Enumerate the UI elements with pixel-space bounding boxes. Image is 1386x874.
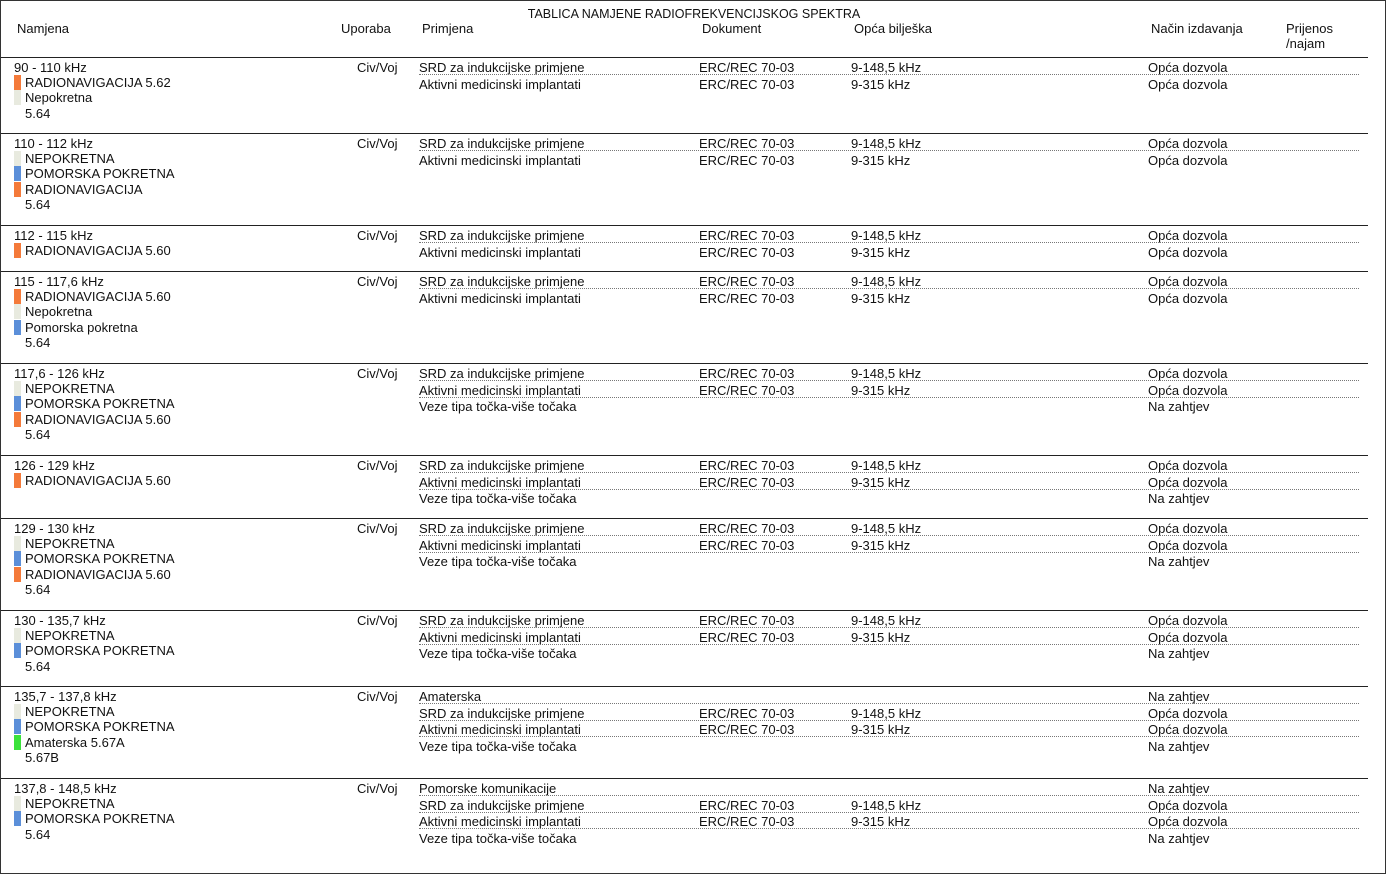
application-name: SRD za indukcijske primjene bbox=[419, 60, 585, 75]
application-document: ERC/REC 70-03 bbox=[699, 629, 795, 645]
header-uporaba: Uporaba bbox=[341, 21, 391, 36]
application-note: 9-315 kHz bbox=[851, 152, 911, 168]
frequency-range: 129 - 130 kHz bbox=[14, 521, 95, 536]
application-mode: Opća dozvola bbox=[1148, 814, 1228, 829]
application-document: ERC/REC 70-03 bbox=[699, 76, 795, 92]
application-name: Veze tipa točka-više točaka bbox=[419, 830, 577, 846]
allocation-label: 5.64 bbox=[25, 334, 51, 350]
application-document: ERC/REC 70-03 bbox=[699, 152, 795, 168]
application-document: ERC/REC 70-03 bbox=[699, 244, 795, 260]
header-prijenos-najam: Prijenos /najam bbox=[1286, 21, 1333, 51]
header-namjena: Namjena bbox=[17, 21, 70, 36]
application-mode: Na zahtjev bbox=[1148, 781, 1210, 796]
usage: Civ/Voj bbox=[357, 781, 398, 796]
application-mode: Na zahtjev bbox=[1148, 399, 1210, 414]
allocation-label: NEPOKRETNA bbox=[25, 151, 115, 166]
usage: Civ/Voj bbox=[357, 228, 398, 243]
allocation-label: 5.64 bbox=[25, 581, 51, 597]
application-row bbox=[1, 398, 1386, 414]
application-name: Veze tipa točka-više točaka bbox=[419, 399, 577, 414]
application-name: Aktivni medicinski implantati bbox=[419, 382, 581, 398]
application-row bbox=[1, 721, 1386, 737]
application-name: Aktivni medicinski implantati bbox=[419, 152, 581, 168]
service-color-swatch bbox=[14, 304, 21, 319]
allocation-label: RADIONAVIGACIJA 5.60 bbox=[25, 473, 171, 488]
application-note: 9-315 kHz bbox=[851, 722, 911, 737]
allocation-label: NEPOKRETNA bbox=[25, 704, 115, 719]
frequency-range: 90 - 110 kHz bbox=[14, 60, 87, 75]
application-name: SRD za indukcijske primjene bbox=[419, 366, 585, 381]
usage: Civ/Voj bbox=[357, 366, 398, 381]
allocation-label: RADIONAVIGACIJA 5.62 bbox=[25, 75, 171, 90]
application-note: 9-315 kHz bbox=[851, 76, 911, 92]
frequency-range: 135,7 - 137,8 kHz bbox=[14, 689, 117, 704]
application-note: 9-315 kHz bbox=[851, 244, 911, 260]
allocation-label: 5.64 bbox=[25, 426, 51, 442]
application-document: ERC/REC 70-03 bbox=[699, 136, 795, 151]
allocation-label: 5.64 bbox=[25, 658, 51, 674]
application-name: SRD za indukcijske primjene bbox=[419, 274, 585, 289]
allocation-label: POMORSKA POKRETNA bbox=[25, 643, 175, 659]
application-note: 9-148,5 kHz bbox=[851, 366, 922, 381]
application-note: 9-148,5 kHz bbox=[851, 797, 922, 813]
application-name: SRD za indukcijske primjene bbox=[419, 797, 585, 813]
application-mode: Opća dozvola bbox=[1148, 76, 1228, 92]
application-row bbox=[1, 382, 1386, 398]
application-mode: Opća dozvola bbox=[1148, 136, 1228, 151]
application-document: ERC/REC 70-03 bbox=[699, 366, 795, 381]
application-name: Pomorske komunikacije bbox=[419, 781, 557, 796]
row-separator bbox=[1, 57, 1368, 58]
application-document: ERC/REC 70-03 bbox=[699, 290, 795, 306]
service-color-swatch bbox=[14, 320, 21, 335]
application-name: Aktivni medicinski implantati bbox=[419, 814, 581, 829]
header-nacin-izdavanja: Način izdavanja bbox=[1151, 21, 1243, 36]
application-mode: Opća dozvola bbox=[1148, 705, 1228, 721]
row-separator bbox=[1, 455, 1368, 456]
frequency-range: 117,6 - 126 kHz bbox=[14, 366, 105, 381]
application-row bbox=[1, 797, 1386, 813]
application-row bbox=[1, 490, 1386, 506]
allocation-label: NEPOKRETNA bbox=[25, 536, 115, 551]
application-row bbox=[1, 705, 1386, 721]
application-row bbox=[1, 244, 1386, 260]
allocation-label: POMORSKA POKRETNA bbox=[25, 719, 175, 735]
application-note: 9-315 kHz bbox=[851, 537, 911, 553]
application-row bbox=[1, 59, 1386, 75]
service-color-swatch bbox=[14, 166, 21, 181]
application-mode: Na zahtjev bbox=[1148, 554, 1210, 569]
application-mode: Opća dozvola bbox=[1148, 366, 1228, 381]
application-name: SRD za indukcijske primjene bbox=[419, 136, 585, 151]
application-document: ERC/REC 70-03 bbox=[699, 814, 795, 829]
application-document: ERC/REC 70-03 bbox=[699, 382, 795, 398]
application-name: Aktivni medicinski implantati bbox=[419, 722, 581, 737]
application-mode: Na zahtjev bbox=[1148, 491, 1210, 506]
application-row bbox=[1, 830, 1386, 846]
usage: Civ/Voj bbox=[357, 458, 398, 473]
application-name: SRD za indukcijske primjene bbox=[419, 521, 585, 536]
application-name: Veze tipa točka-više točaka bbox=[419, 491, 577, 506]
allocation-label: 5.64 bbox=[25, 826, 51, 842]
service-color-swatch bbox=[14, 182, 21, 197]
application-mode: Opća dozvola bbox=[1148, 613, 1228, 628]
application-row bbox=[1, 457, 1386, 473]
application-row bbox=[1, 135, 1386, 151]
application-document: ERC/REC 70-03 bbox=[699, 521, 795, 536]
application-row bbox=[1, 780, 1386, 796]
allocation-label: Nepokretna bbox=[25, 90, 93, 106]
application-document: ERC/REC 70-03 bbox=[699, 705, 795, 721]
application-note: 9-148,5 kHz bbox=[851, 228, 922, 243]
frequency-range: 137,8 - 148,5 kHz bbox=[14, 781, 117, 796]
application-name: SRD za indukcijske primjene bbox=[419, 228, 585, 243]
application-document: ERC/REC 70-03 bbox=[699, 537, 795, 553]
application-mode: Na zahtjev bbox=[1148, 646, 1210, 661]
application-row bbox=[1, 645, 1386, 661]
application-name: SRD za indukcijske primjene bbox=[419, 458, 585, 473]
document-title: TABLICA NAMJENE RADIOFREKVENCIJSKOG SPEKTRA bbox=[527, 7, 861, 21]
usage: Civ/Voj bbox=[357, 60, 398, 75]
allocation-label: NEPOKRETNA bbox=[25, 628, 115, 643]
application-name: Veze tipa točka-više točaka bbox=[419, 646, 577, 661]
header-primjena: Primjena bbox=[422, 21, 474, 36]
allocation-label: Amaterska 5.67A bbox=[25, 734, 125, 750]
allocation-label: 5.64 bbox=[25, 105, 51, 121]
allocation-label: 5.64 bbox=[25, 196, 51, 212]
application-row bbox=[1, 537, 1386, 553]
usage: Civ/Voj bbox=[357, 613, 398, 628]
application-row bbox=[1, 290, 1386, 306]
application-row bbox=[1, 612, 1386, 628]
row-separator bbox=[1, 133, 1368, 134]
application-mode: Opća dozvola bbox=[1148, 474, 1228, 490]
application-document: ERC/REC 70-03 bbox=[699, 613, 795, 628]
application-document: ERC/REC 70-03 bbox=[699, 458, 795, 473]
application-row bbox=[1, 813, 1386, 829]
application-mode: Opća dozvola bbox=[1148, 458, 1228, 473]
header-opca-biljeska: Opća bilješka bbox=[854, 21, 933, 36]
allocation-label: POMORSKA POKRETNA bbox=[25, 166, 175, 182]
allocation-label: RADIONAVIGACIJA 5.60 bbox=[25, 566, 171, 582]
application-note: 9-315 kHz bbox=[851, 474, 911, 490]
frequency-range: 112 - 115 kHz bbox=[14, 228, 94, 243]
allocation-label: NEPOKRETNA bbox=[25, 796, 115, 811]
application-note: 9-315 kHz bbox=[851, 814, 911, 829]
application-mode: Na zahtjev bbox=[1148, 738, 1210, 754]
application-row bbox=[1, 365, 1386, 381]
application-row bbox=[1, 738, 1386, 754]
application-mode: Opća dozvola bbox=[1148, 382, 1228, 398]
application-name: Aktivni medicinski implantati bbox=[419, 537, 581, 553]
allocation-label: Pomorska pokretna bbox=[25, 319, 138, 335]
application-note: 9-315 kHz bbox=[851, 382, 911, 398]
frequency-range: 115 - 117,6 kHz bbox=[14, 274, 104, 289]
application-mode: Opća dozvola bbox=[1148, 521, 1228, 536]
application-document: ERC/REC 70-03 bbox=[699, 797, 795, 813]
allocation-label: RADIONAVIGACIJA bbox=[25, 181, 143, 197]
row-separator bbox=[1, 518, 1368, 519]
application-name: Aktivni medicinski implantati bbox=[419, 244, 581, 260]
allocation-label: 5.67B bbox=[25, 749, 59, 765]
allocation-label: Nepokretna bbox=[25, 304, 93, 320]
application-name: SRD za indukcijske primjene bbox=[419, 613, 585, 628]
application-mode: Opća dozvola bbox=[1148, 274, 1228, 289]
application-mode: Opća dozvola bbox=[1148, 722, 1228, 737]
allocation-label: RADIONAVIGACIJA 5.60 bbox=[25, 411, 171, 427]
application-name: Amaterska bbox=[419, 689, 482, 704]
allocation-label: POMORSKA POKRETNA bbox=[25, 811, 175, 827]
application-note: 9-148,5 kHz bbox=[851, 613, 922, 628]
application-name: Aktivni medicinski implantati bbox=[419, 290, 581, 306]
row-separator bbox=[1, 686, 1368, 687]
frequency-range: 130 - 135,7 kHz bbox=[14, 613, 106, 628]
application-note: 9-148,5 kHz bbox=[851, 705, 922, 721]
application-name: Aktivni medicinski implantati bbox=[419, 629, 581, 645]
allocation-label: NEPOKRETNA bbox=[25, 381, 115, 396]
row-separator bbox=[1, 778, 1368, 779]
application-row bbox=[1, 688, 1386, 704]
application-name: Veze tipa točka-više točaka bbox=[419, 554, 577, 569]
application-mode: Opća dozvola bbox=[1148, 537, 1228, 553]
application-document: ERC/REC 70-03 bbox=[699, 722, 795, 737]
application-name: SRD za indukcijske primjene bbox=[419, 705, 585, 721]
application-mode: Opća dozvola bbox=[1148, 244, 1228, 260]
row-separator bbox=[1, 610, 1368, 611]
application-note: 9-148,5 kHz bbox=[851, 274, 922, 289]
application-mode: Opća dozvola bbox=[1148, 60, 1228, 75]
row-separator bbox=[1, 225, 1368, 226]
application-row bbox=[1, 553, 1386, 569]
row-separator bbox=[1, 271, 1368, 272]
application-document: ERC/REC 70-03 bbox=[699, 474, 795, 490]
service-color-swatch bbox=[14, 90, 21, 105]
allocation-label: RADIONAVIGACIJA 5.60 bbox=[25, 243, 171, 258]
application-note: 9-148,5 kHz bbox=[851, 136, 922, 151]
usage: Civ/Voj bbox=[357, 689, 398, 704]
frequency-range: 126 - 129 kHz bbox=[14, 458, 95, 473]
usage: Civ/Voj bbox=[357, 136, 398, 151]
application-row bbox=[1, 76, 1386, 92]
application-name: Veze tipa točka-više točaka bbox=[419, 738, 577, 754]
allocation-label: POMORSKA POKRETNA bbox=[25, 396, 175, 412]
usage: Civ/Voj bbox=[357, 521, 398, 536]
application-row bbox=[1, 474, 1386, 490]
application-row bbox=[1, 227, 1386, 243]
application-row bbox=[1, 273, 1386, 289]
application-name: Aktivni medicinski implantati bbox=[419, 474, 581, 490]
usage: Civ/Voj bbox=[357, 274, 398, 289]
application-mode: Opća dozvola bbox=[1148, 290, 1228, 306]
application-mode: Opća dozvola bbox=[1148, 228, 1228, 243]
application-row bbox=[1, 629, 1386, 645]
row-separator bbox=[1, 363, 1368, 364]
application-mode: Na zahtjev bbox=[1148, 830, 1210, 846]
application-row bbox=[1, 520, 1386, 536]
application-row bbox=[1, 152, 1386, 168]
application-note: 9-148,5 kHz bbox=[851, 60, 922, 75]
application-note: 9-315 kHz bbox=[851, 629, 911, 645]
application-note: 9-315 kHz bbox=[851, 290, 911, 306]
frequency-range: 110 - 112 kHz bbox=[14, 136, 94, 151]
application-mode: Opća dozvola bbox=[1148, 152, 1228, 168]
application-note: 9-148,5 kHz bbox=[851, 521, 922, 536]
application-document: ERC/REC 70-03 bbox=[699, 228, 795, 243]
application-note: 9-148,5 kHz bbox=[851, 458, 922, 473]
application-mode: Opća dozvola bbox=[1148, 629, 1228, 645]
application-mode: Na zahtjev bbox=[1148, 689, 1210, 704]
allocation-label: RADIONAVIGACIJA 5.60 bbox=[25, 289, 171, 304]
application-mode: Opća dozvola bbox=[1148, 797, 1228, 813]
header-dokument: Dokument bbox=[702, 21, 762, 36]
application-name: Aktivni medicinski implantati bbox=[419, 76, 581, 92]
allocation-label: POMORSKA POKRETNA bbox=[25, 551, 175, 567]
application-document: ERC/REC 70-03 bbox=[699, 274, 795, 289]
application-document: ERC/REC 70-03 bbox=[699, 60, 795, 75]
